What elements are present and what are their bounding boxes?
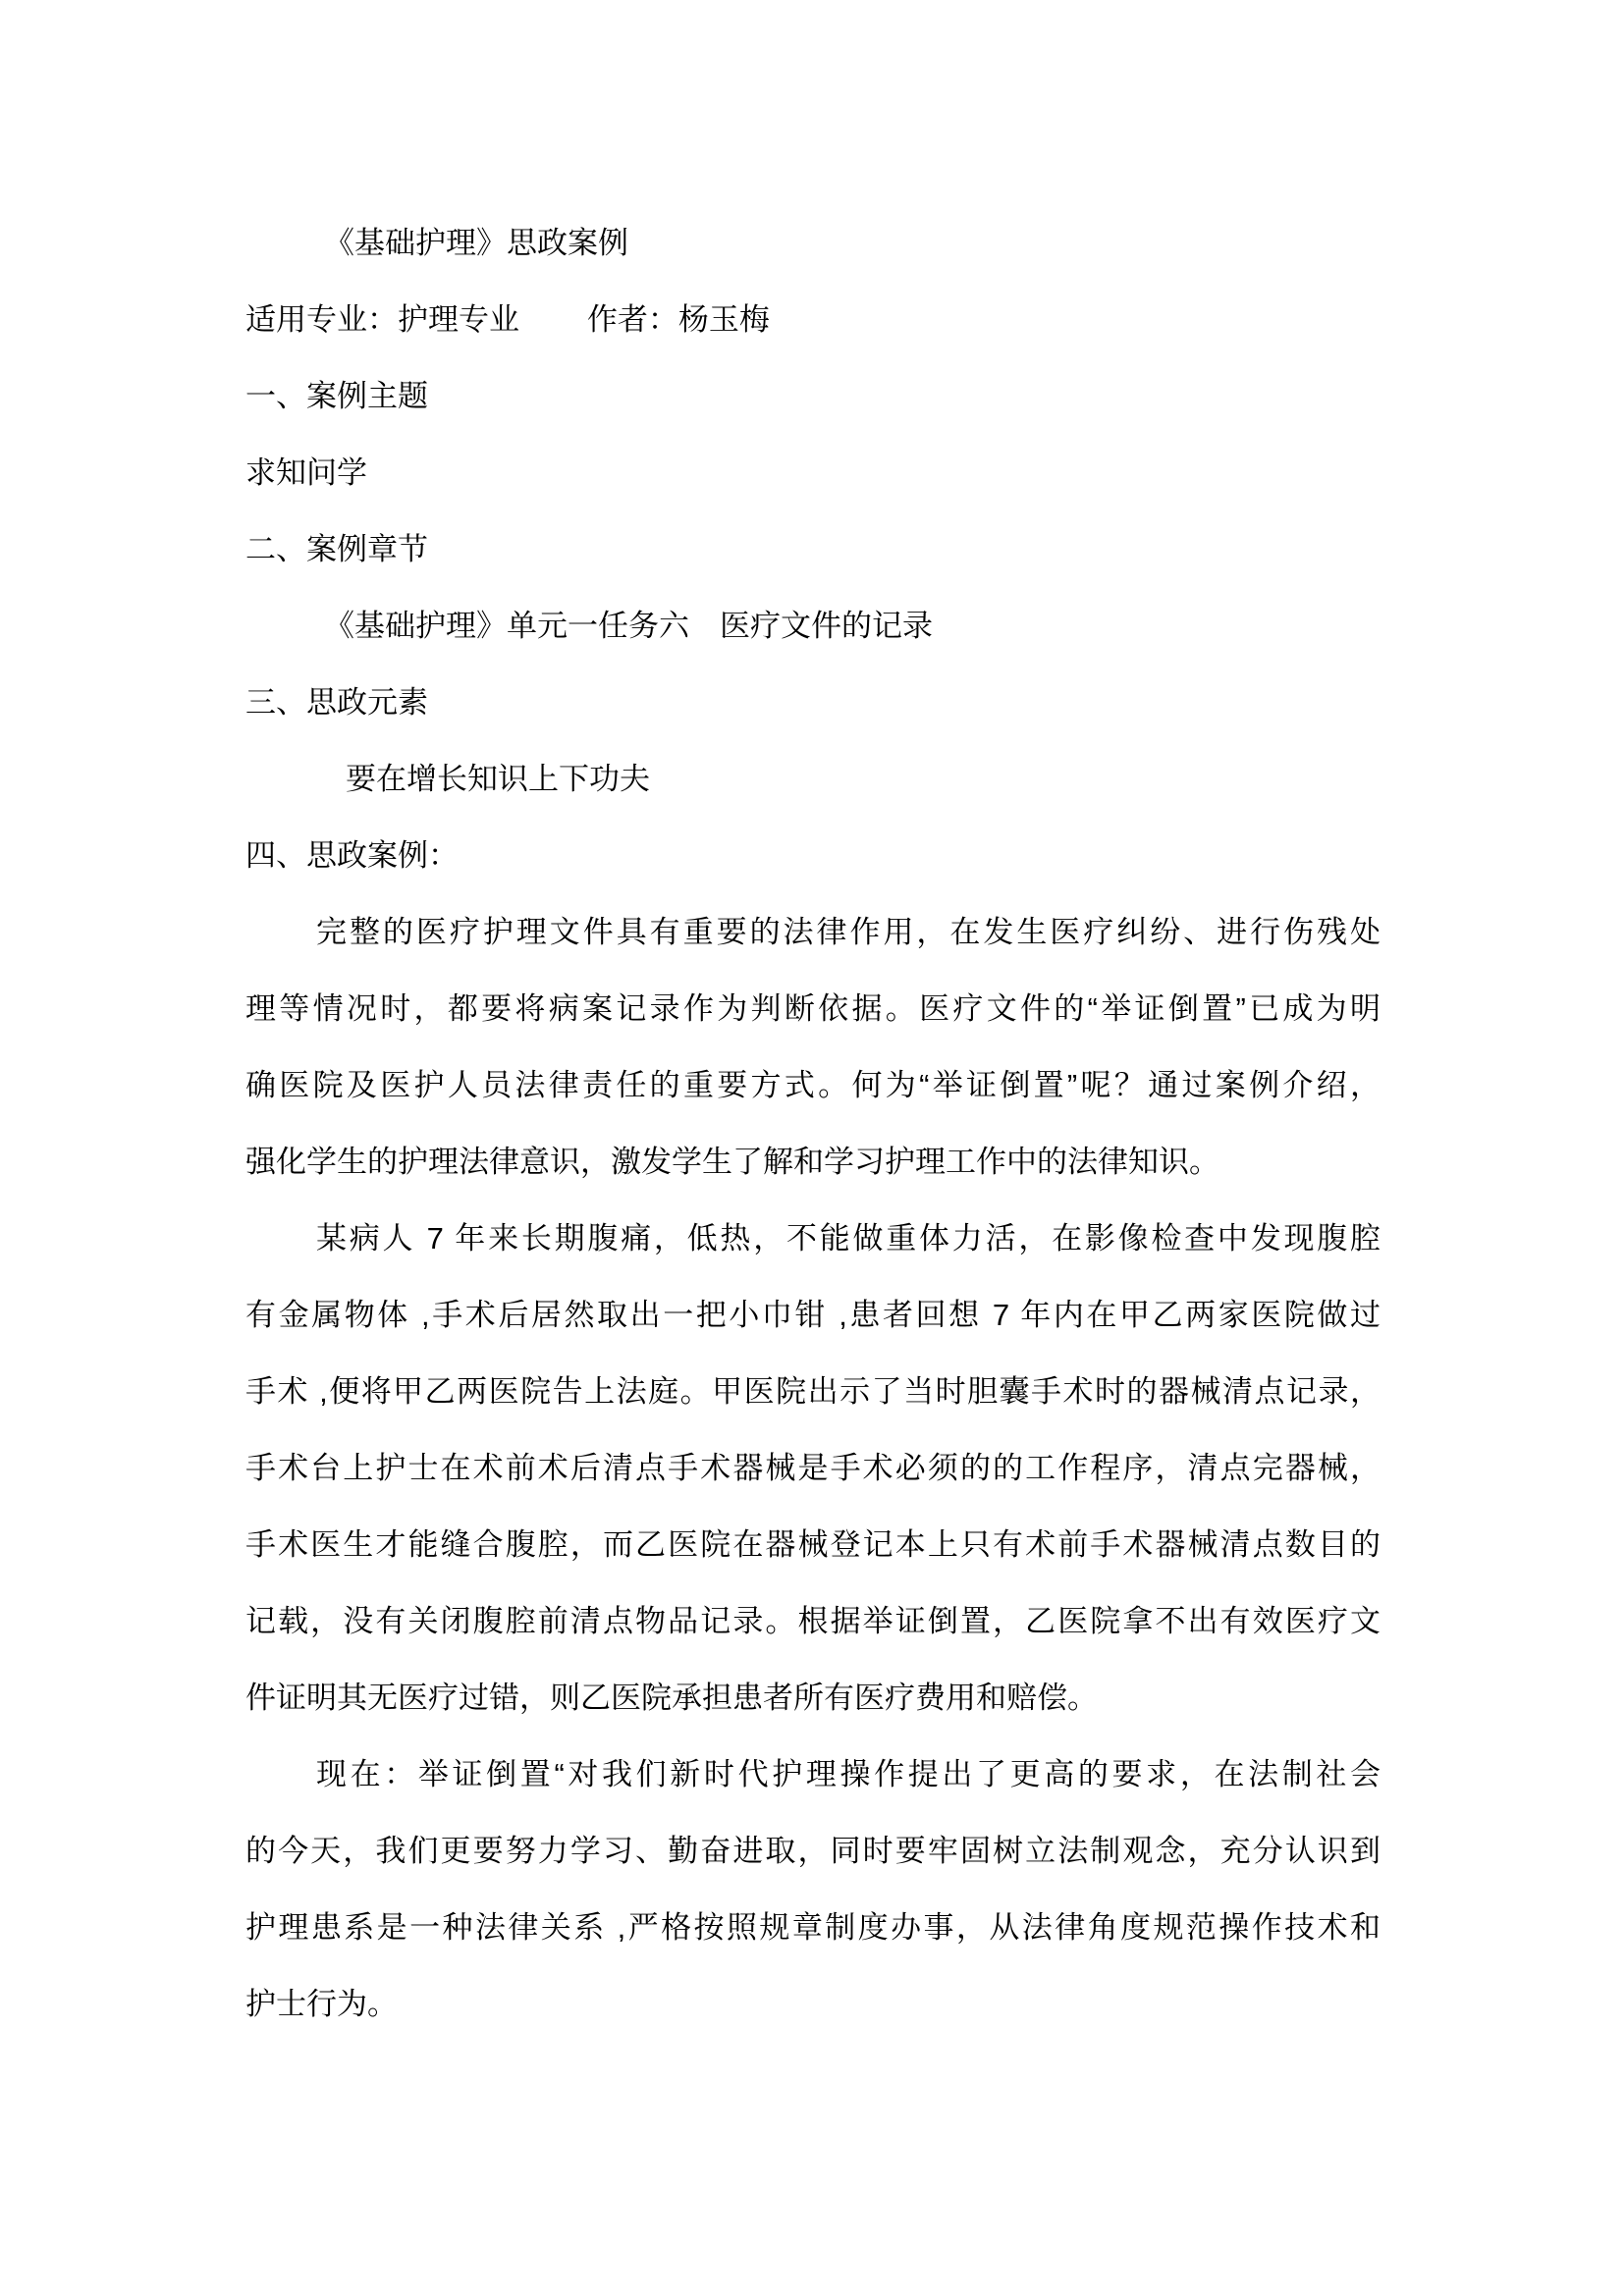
body-line: 理等情况时，都要将病案记录作为判断依据。医疗文件的“举证倒置”已成为明 [245,991,1380,1026]
section-heading-3: 三、思政元素 [245,685,428,720]
body-line: 手术医生才能缝合腹腔，而乙医院在器械登记本上只有术前手术器械清点数目的 [245,1527,1380,1562]
section-heading-4: 四、思政案例： [245,838,459,873]
body-line: 护理患系是一种法律关系 ,严格按照规章制度办事，从法律角度规范操作技术和 [245,1910,1380,1945]
body-line: 手术 ,便将甲乙两医院告上法庭。甲医院出示了当时胆囊手术时的器械清点记录， [245,1374,1380,1409]
body-line: 某病人 7 年来长期腹痛，低热，不能做重体力活，在影像检查中发现腹腔 [316,1221,1380,1255]
body-line: 的今天，我们更要努力学习、勤奋进取，同时要牢固树立法制观念，充分认识到 [245,1834,1380,1868]
document-title: 《基础护理》思政案例 [324,226,628,260]
section-heading-2: 二、案例章节 [245,532,428,566]
body-line: 强化学生的护理法律意识，激发学生了解和学习护理工作中的法律知识。 [245,1145,1219,1179]
body-line: 有金属物体 ,手术后居然取出一把小巾钳 ,患者回想 7 年内在甲乙两家医院做过 [245,1298,1380,1332]
body-line: 记载，没有关闭腹腔前清点物品记录。根据举证倒置，乙医院拿不出有效医疗文 [245,1604,1380,1638]
section-1-content: 求知问学 [245,455,367,490]
body-line: 确医院及医护人员法律责任的重要方式。何为“举证倒置”呢？通过案例介绍， [245,1068,1380,1102]
section-2-content: 《基础护理》单元一任务六 医疗文件的记录 [324,609,933,643]
meta-line: 适用专业：护理专业 作者：杨玉梅 [245,302,770,337]
section-3-content: 要在增长知识上下功夫 [346,762,650,796]
section-heading-1: 一、案例主题 [245,379,428,413]
body-line: 护士行为。 [245,1987,398,2021]
document-text-block [245,205,1380,2043]
body-line: 件证明其无医疗过错，则乙医院承担患者所有医疗费用和赔偿。 [245,1681,1098,1715]
body-line: 完整的医疗护理文件具有重要的法律作用，在发生医疗纠纷、进行伤残处 [316,915,1380,949]
body-line: 现在：举证倒置“对我们新时代护理操作提出了更高的要求，在法制社会 [316,1757,1380,1791]
body-line: 手术台上护士在术前术后清点手术器械是手术必须的的工作程序，清点完器械， [245,1451,1380,1485]
